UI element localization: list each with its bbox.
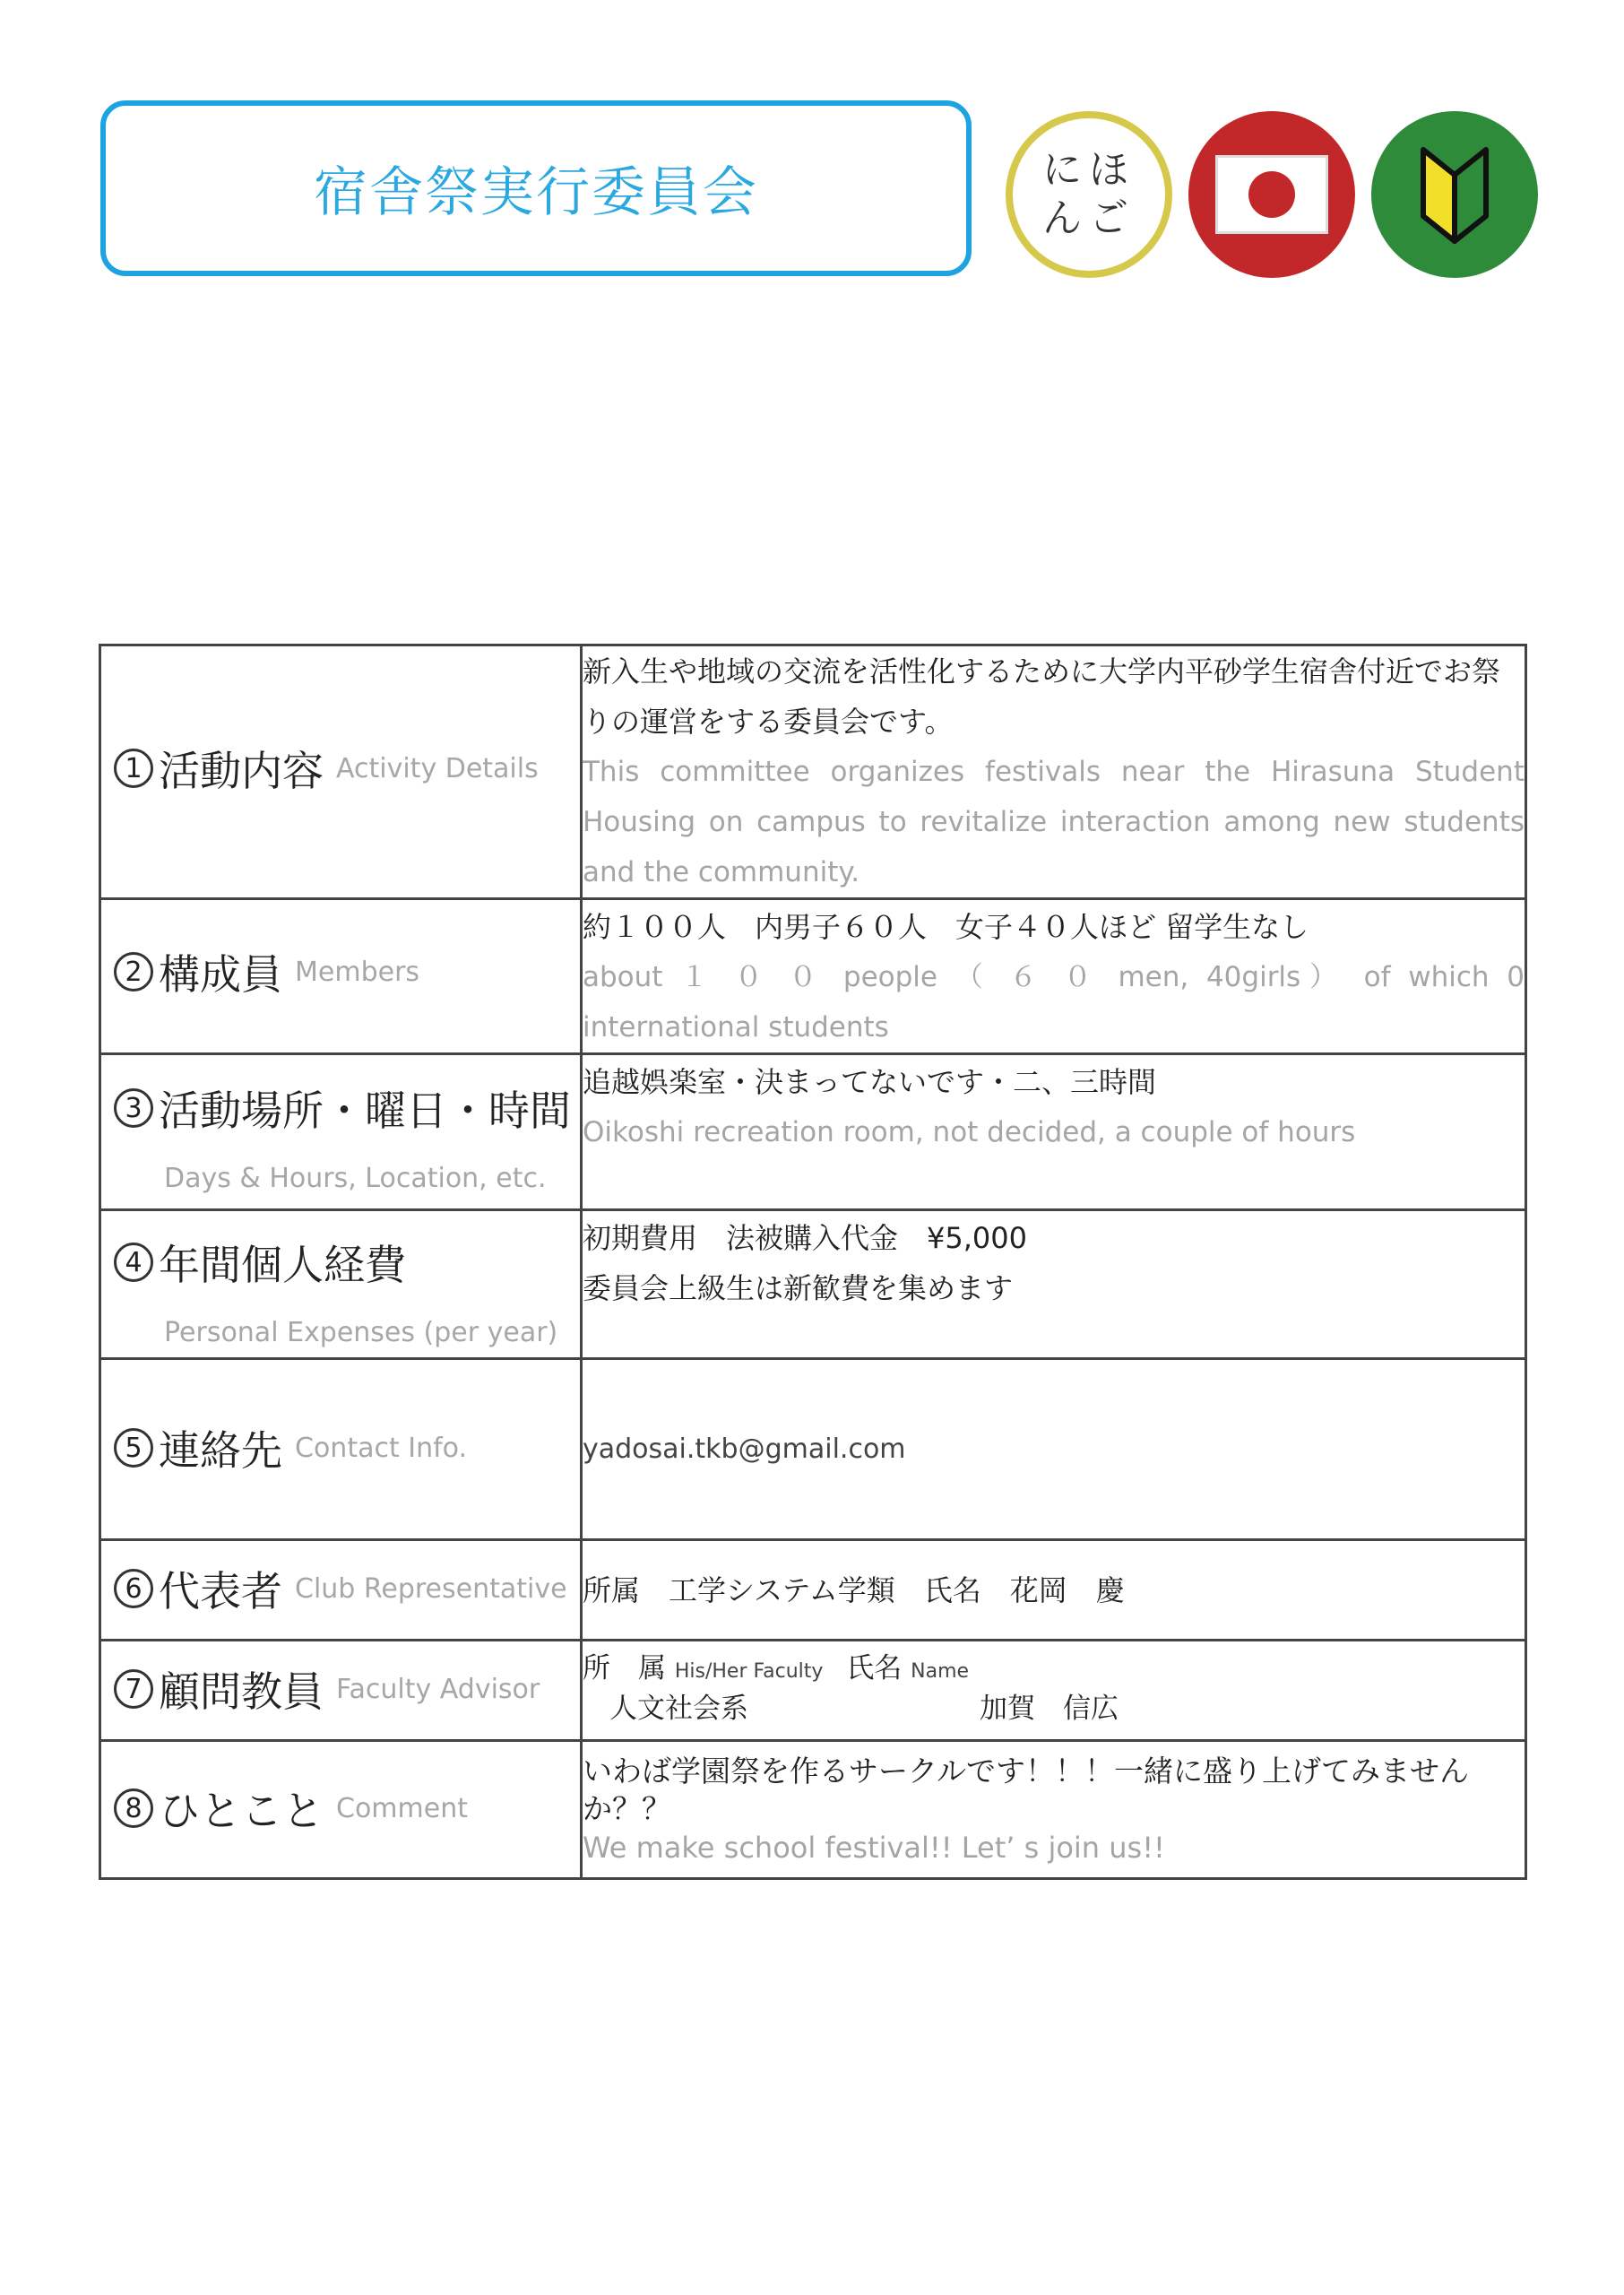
label-contact [100,1359,582,1540]
label-jp: 活動内容 [159,747,324,795]
japan-flag-icon [1188,111,1355,278]
activity-jp: 新入生や地域の交流を活性化するために大学内平砂学生宿舎付近でお祭りの運営をする委員会です。 [583,654,1501,739]
table-row-location [100,1054,1526,1210]
location-jp: 追越娯楽室・決まってないです・二、三時間 [583,1065,1157,1099]
label-jp: 代表者 [159,1567,282,1615]
members-jp: 約１００人 内男子６０人 女子４０人ほど 留学生なし [583,910,1309,944]
label-en: Personal Expenses (per year) [164,1317,558,1348]
table-row-comment [100,1741,1526,1879]
label-jp: 活動場所・曜日・時間 [159,1087,571,1135]
label-members [100,899,582,1054]
beginner-mark-shape [1405,141,1504,248]
content-comment [582,1741,1526,1879]
label-jp: 顧問教員 [159,1667,324,1716]
expenses-line1: 初期費用 法被購入代金 ¥5,000 [583,1221,1027,1255]
representative-text: 所属 工学システム学類 氏名 花岡 慶 [583,1572,1125,1607]
page-title: 宿舎祭実行委員会 [314,161,758,224]
table-row-expenses [100,1210,1526,1359]
name-label-en: Name [911,1660,970,1683]
table-row-activity [100,645,1526,899]
label-en: Club Representative [295,1572,567,1605]
nihongo-badge-icon [1006,111,1172,278]
label-en: Members [295,956,420,988]
row-number: 7 [114,1669,153,1709]
label-activity [100,645,582,899]
beginner-mark-icon [1371,111,1538,278]
members-en: about １ ０ ０ people （ ６ ０ men, 40girls） of which 0 international students [583,961,1525,1044]
location-en: Oikoshi recreation room, not decided, a couple of hours [583,1116,1356,1148]
content-activity [582,645,1526,899]
label-en: Days & Hours, Location, etc. [164,1163,547,1194]
flag-sun [1248,171,1295,218]
label-jp: ひとこと [159,1787,324,1835]
label-representative [100,1540,582,1641]
flag-field [1215,155,1328,234]
row-number: 3 [114,1088,153,1128]
affiliation-label-en: His/Her Faculty [674,1660,824,1683]
row-number: 1 [114,749,153,788]
contact-email[interactable]: yadosai.tkb@gmail.com [583,1433,906,1465]
row-number: 5 [114,1428,153,1468]
title-box [100,100,972,276]
label-advisor [100,1641,582,1741]
name-label: 氏名 [846,1652,903,1684]
content-expenses [582,1210,1526,1359]
label-en: Comment [336,1792,468,1824]
activity-en: This committee organizes festivals near the Hirasuna Student Housing on campus to revitalize interaction among new students and the community. [583,756,1525,888]
row-number: 6 [114,1569,153,1608]
table-row-representative [100,1540,1526,1641]
table-row-advisor [100,1641,1526,1741]
row-number: 2 [114,952,153,992]
info-table [99,644,1527,1880]
name-value: 加賀 信広 [980,1693,1119,1725]
row-number: 8 [114,1788,153,1828]
content-representative [582,1540,1526,1641]
comment-jp: いわば学園祭を作るサークルです！！！一緒に盛り上げてみませんか？？ [583,1754,1470,1826]
label-en: Contact Info. [295,1432,468,1464]
comment-en: We make school festival!! Let’ s join us!! [583,1831,1165,1865]
label-en: Activity Details [336,752,539,784]
content-advisor [582,1641,1526,1741]
label-expenses [100,1210,582,1359]
label-location [100,1054,582,1210]
nihongo-badge-line2: んご [1042,195,1136,241]
label-en: Faculty Advisor [336,1673,540,1705]
table-row-members [100,899,1526,1054]
expenses-line2: 委員会上級生は新歓費を集めます [583,1271,1014,1305]
label-jp: 連絡先 [159,1426,282,1475]
affiliation-label: 所 属 [583,1652,666,1684]
label-jp: 年間個人経費 [159,1241,406,1289]
content-location [582,1054,1526,1210]
content-contact [582,1359,1526,1540]
affiliation-value: 人文社会系 [609,1693,748,1725]
label-jp: 構成員 [159,950,282,999]
label-comment [100,1741,582,1879]
row-number: 4 [114,1243,153,1282]
content-members [582,899,1526,1054]
nihongo-badge-line1: にほ [1042,147,1136,193]
table-row-contact [100,1359,1526,1540]
